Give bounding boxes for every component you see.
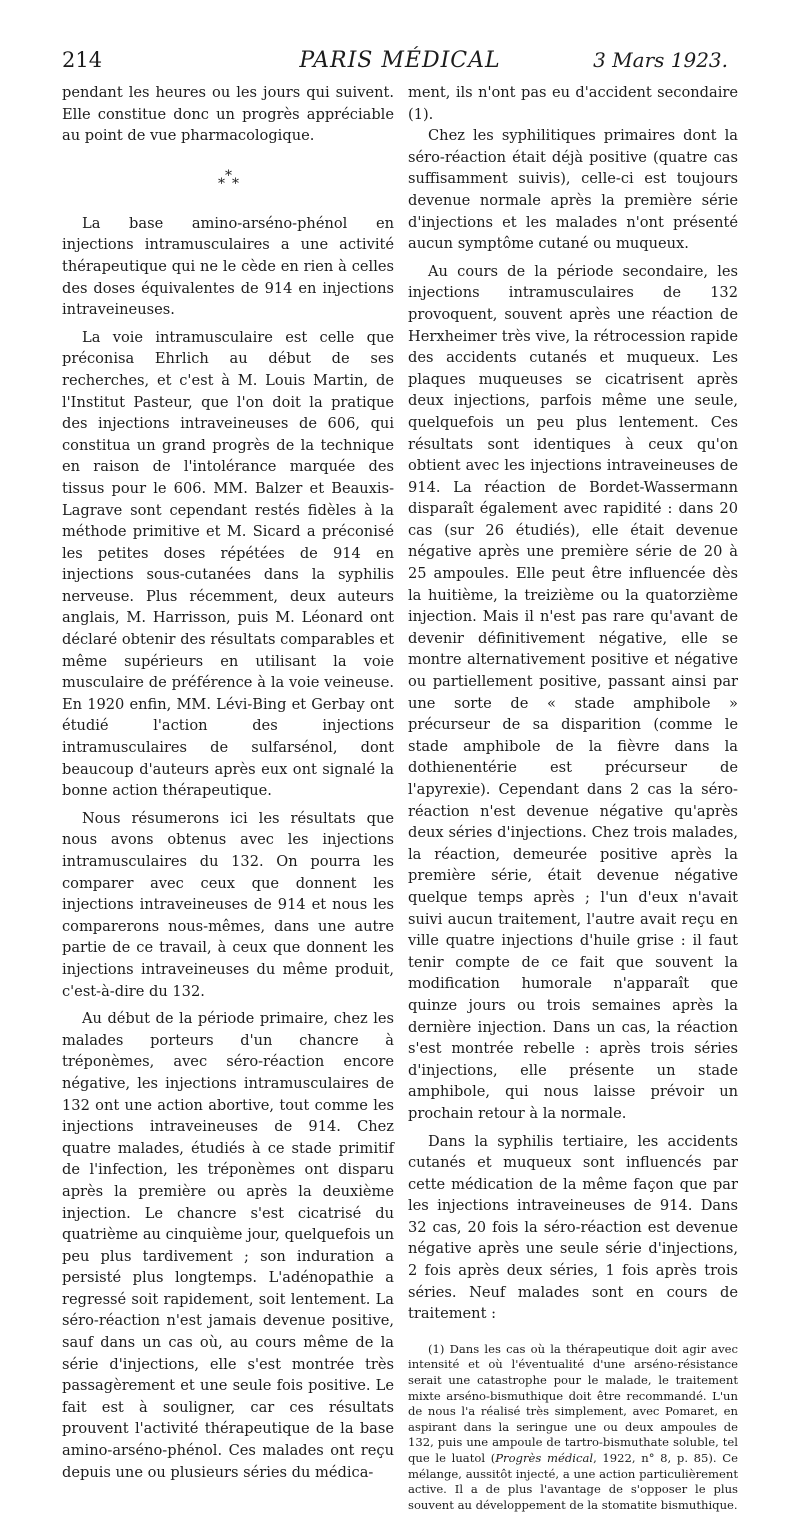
left-column (62, 82, 394, 1481)
paragraph: pendant les heures ou les jours qui suivent. Elle constitue donc un progrès appréciable au point de vue pharmacologique. (62, 84, 394, 145)
paragraph: Chez les syphilitiques primaires dont la séro-réaction était déjà positive (quatre cas suffisamment suivis), celle-ci est toujours devenue normale après la première série d'injections et les malades n'ont présenté aucun symptôme cutané ou muqueux. (408, 127, 738, 253)
page-number: 214 (62, 48, 103, 72)
paragraph: La voie intramusculaire est celle que préconisa Ehrlich au début de ses recherches, et c'est à M. Louis Martin, de l'Institut Pasteur, que l'on doit la pratique des injections intraveineuses de 606, qui constitua un grand progrès de la technique en raison de l'intolérance marquée des tissus pour le 606. MM. Balzer et Beauxis-Lagrave sont cependant restés fidèles à la méthode primitive et M. Sicard a préconisé les petites doses répétées de 914 en injections sous-cutanées dans la syphilis nerveuse. Plus récemment, deux auteurs anglais, M. Harrisson, puis M. Léonard ont déclaré obtenir des résultats comparables et même supérieurs en utilisant la voie musculaire de préférence à la voie veineuse. En 1920 enfin, MM. Lévi-Bing et Gerbay ont étudié l'action des injections intramusculaires de sulfarsénol, dont beaucoup d'auteurs après eux ont signalé la bonne action thérapeutique. (62, 328, 394, 800)
separator-asterisk: * (232, 175, 239, 192)
paragraph: La base amino-arséno-phénol en injections intramusculaires a une activité thérapeutique qui ne le cède en rien à celles des doses équivalentes de 914 en injections intraveineuses. (62, 214, 394, 319)
right-column (408, 82, 738, 1512)
footnote-text: , 1922, n° 8, p. 85). Ce mélange, aussitôt injecté, a une action particulièrement active. Il a de plus l'avantage de s'opposer le plus souvent au développement de la stomatite bismuthique. (408, 1451, 738, 1512)
footnote-divider (408, 1333, 738, 1334)
paragraph: ment, ils n'ont pas eu d'accident secondaire (1). (408, 84, 738, 123)
paragraph: Nous résumerons ici les résultats que nous avons obtenus avec les injections intramusculaires du 132. On pourra les comparer avec ceux que donnent les injections intraveineuses de 914 et nous les comparerons nous-mêmes, dans une autre partie de ce travail, à ceux que donnent les injections intraveineuses du même produit, c'est-à-dire du 132. (62, 809, 394, 1000)
separator-asterisk: * (225, 167, 232, 184)
paragraph: Au cours de la période secondaire, les injections intramusculaires de 132 provoquent, souvent après une réaction de Herxheimer très vive, la rétrocession rapide des accidents cutanés et muqueux. Les plaques muqueuses se cicatrisent après deux injections, parfois même une seule, quelquefois un peu plus lentement. Ces résultats sont identiques à ceux qu'on obtient avec les injections intraveineuses de 914. La réaction de Bordet-Wassermann disparaît également avec rapidité : dans 20 cas (sur 26 étudiés), elle était devenue négative après une première série de 20 à 25 ampoules. Elle peut être influencée dès la huitième, la treizième ou la quatorzième injection. Mais il n'est pas rare qu'avant de devenir définitivement négative, elle se montre alternativement positive et négative ou partiellement positive, passant ainsi par une sorte de « stade amphibole » précurseur de sa disparition (comme le stade amphibole de la fièvre dans la dothienentérie est précurseur de l'apyrexie). Cependant dans 2 cas la séro-réaction n'est devenue négative qu'après deux séries d'injections. Chez trois malades, la réaction, demeurée positive après la première série, était devenue négative quelque temps après ; l'un d'eux n'avait suivi aucun traitement, l'autre avait reçu en ville quatre injections d'huile grise : il faut tenir compte de ce fait que souvent la modification humorale n'apparaît que quinze jours ou trois semaines après la dernière injection. Dans un cas, la réaction s'est montrée rebelle : après trois séries d'injections, elle présente un stade amphibole, qui nous laisse prévoir un prochain retour à la normale. (408, 262, 738, 1122)
footnote-citation: Progrès médical (495, 1451, 594, 1465)
journal-title: PARIS MÉDICAL (299, 48, 501, 73)
issue-date: 3 Mars 1923. (593, 48, 728, 72)
section-separator-asterism (62, 157, 394, 199)
paragraph: Au début de la période primaire, chez les malades porteurs d'un chancre à tréponèmes, avec séro-réaction encore négative, les injections intramusculaires de 132 ont une action abortive, tout comme les injections intraveineuses de 914. Chez quatre malades, étudiés à ce stade primitif de l'infection, les tréponèmes ont disparu après la première ou après la deuxième injection. Le chancre s'est cicatrisé du quatrième au cinquième jour, quelquefois un peu plus tardivement ; son induration a persisté plus longtemps. L'adénopathie a regressé soit rapidement, soit lentement. La séro-réaction n'est jamais devenue positive, sauf dans un cas où, au cours même de la série d'injections, elle s'est montrée très passagèrement et une seule fois positive. Le fait est à souligner, car ces résultats prouvent l'activité thérapeutique de la base amino-arséno-phénol. Ces malades ont reçu depuis une ou plusieurs séries du médica- (62, 1010, 394, 1481)
paragraph: Dans la syphilis tertiaire, les accidents cutanés et muqueux sont influencés par cette médication de la même façon que par les injections intraveineuses de 914. Dans 32 cas, 20 fois la séro-réaction est devenue négative après une seule série d'injections, 2 fois après deux séries, 1 fois après trois séries. Neuf malades sont en cours de traitement : (408, 1132, 738, 1323)
footnote (408, 1342, 738, 1513)
footnote-text: (1) Dans les cas où la thérapeutique doit agir avec intensité et où l'éventualité d'une arséno-résistance serait une catastrophe pour le malade, le traitement mixte arséno-bismuthique doit être recommandé. L'un de nous l'a réalisé très simplement, avec Pomaret, en aspirant dans la seringue une ou deux ampoules de 132, puis une ampoule de tartro-bismuthate soluble, tel que le luatol ( (408, 1341, 738, 1465)
separator-asterisk: * (218, 175, 225, 192)
